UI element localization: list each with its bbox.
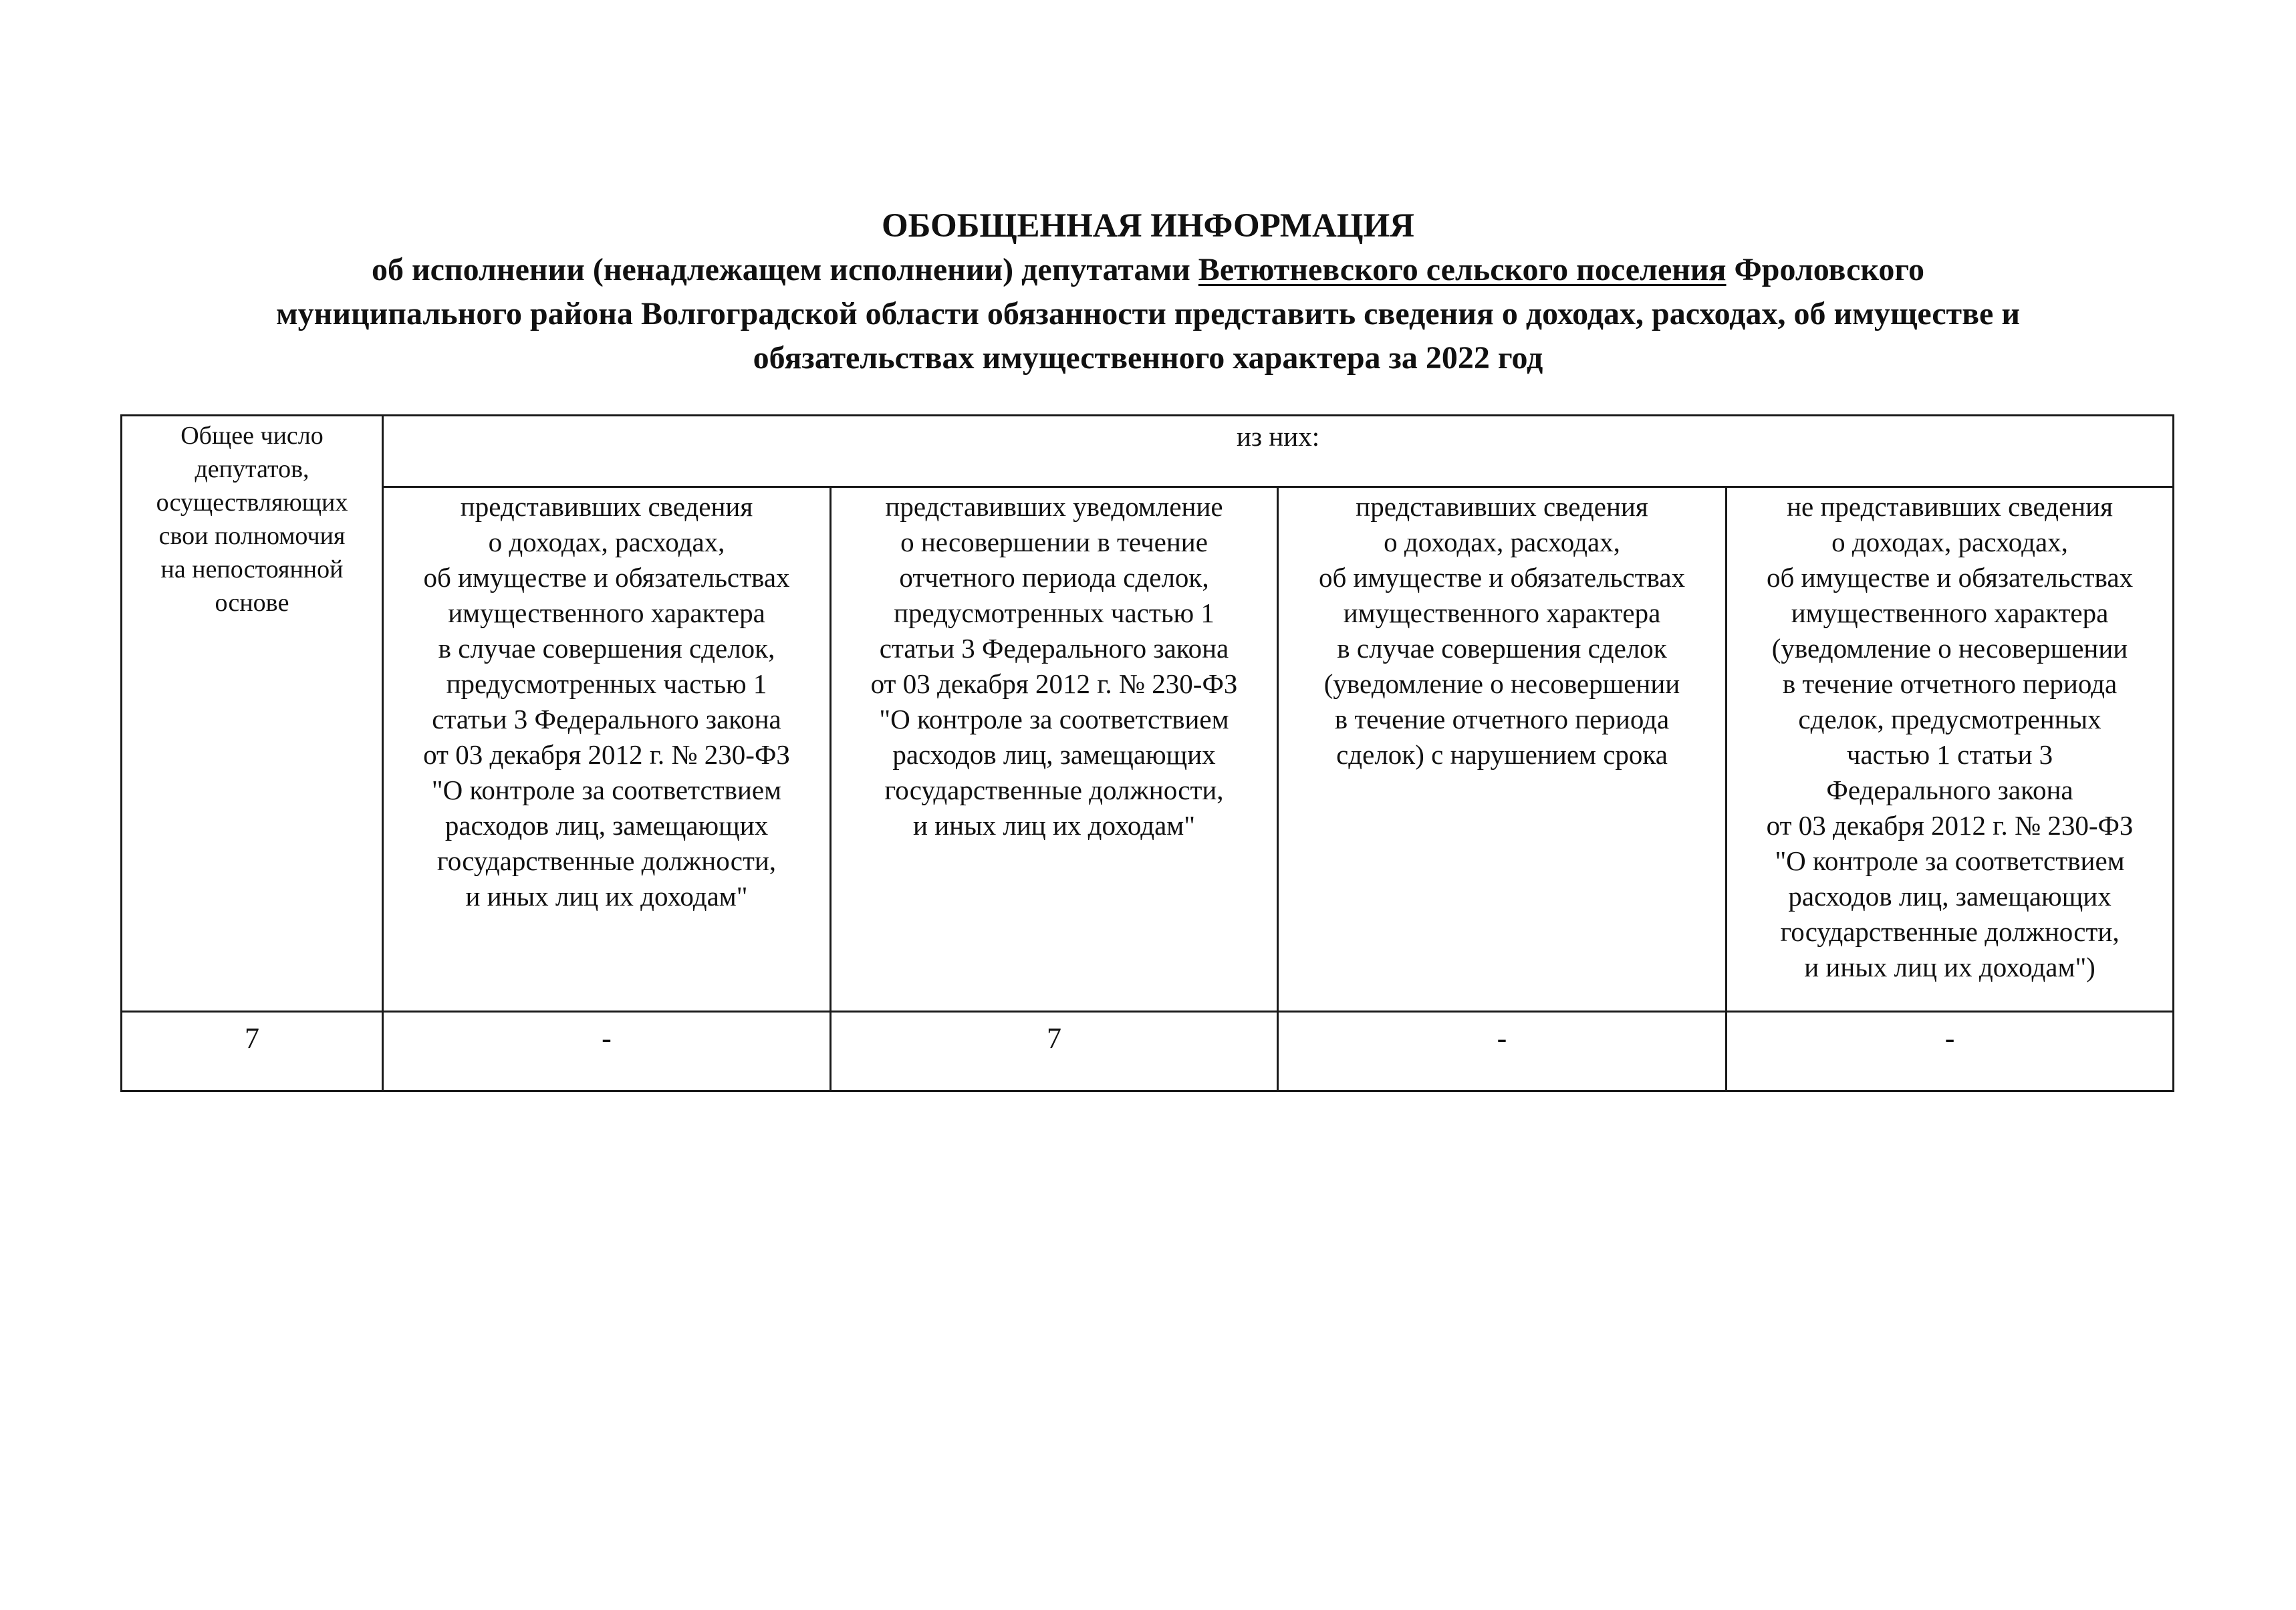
subtitle-text-start: об исполнении (ненадлежащем исполнении) депутатами: [372, 252, 1198, 287]
submitted-info-value: -: [383, 1012, 831, 1091]
not-submitted-header: не представивших сведения о доходах, расходах, об имуществе и обязательствах имущественного характера (уведомление о несовершении в течение отчетного периода сделок, предусмотренных частью 1 статьи 3 Федерального закона от 03 декабря 2012 г. № 230-ФЗ "О контроле за соответствием расходов лиц, замещающих государственные должности, и иных лиц их доходам"): [1727, 487, 2174, 1012]
of-them-header: из них:: [383, 416, 2174, 487]
deputies-declaration-table: [120, 414, 2174, 1092]
submitted-info-header: представивших сведения о доходах, расходах, об имуществе и обязательствах имущественного характера в случае совершения сделок, предусмотренных частью 1 статьи 3 Федерального закона от 03 декабря 2012 г. № 230-ФЗ "О контроле за соответствием расходов лиц, замещающих государственные должности, и иных лиц их доходам": [383, 487, 831, 1012]
table-subheader-row: [122, 487, 2174, 1012]
document-header: [0, 204, 2296, 380]
document-subtitle-line-3: обязательствах имущественного характера за 2022 год: [753, 340, 1543, 376]
table-row: [122, 1012, 2174, 1091]
submitted-notification-value: 7: [831, 1012, 1278, 1091]
document-subtitle-line-2: муниципального района Волгоградской области обязанности представить сведения о доходах, расходах, об имуществе и: [275, 296, 2021, 331]
total-deputies-header: Общее число депутатов, осуществляющих свои полномочия на непостоянной основe: [122, 416, 383, 1012]
not-submitted-value: -: [1727, 1012, 2174, 1091]
total-deputies-value: 7: [122, 1012, 383, 1091]
submitted-late-header: представивших сведения о доходах, расходах, об имуществе и обязательствах имущественного характера в случае совершения сделок (уведомление о несовершении в течение отчетного периода сделок) с нарушением срока: [1278, 487, 1727, 1012]
submitted-late-value: -: [1278, 1012, 1727, 1091]
table-header-row: [122, 416, 2174, 487]
document-title: ОБОБЩЕННАЯ ИНФОРМАЦИЯ: [882, 207, 1414, 245]
subtitle-text-end: Фроловского: [1726, 252, 1924, 287]
settlement-name: Ветютневского сельского поселения: [1198, 252, 1727, 287]
document-subtitle-line-1: [0, 248, 2296, 292]
submitted-notification-header: представивших уведомление о несовершении в течение отчетного периода сделок, предусмотренных частью 1 статьи 3 Федерального закона от 03 декабря 2012 г. № 230-ФЗ "О контроле за соответствием расходов лиц, замещающих государственные должности, и иных лиц их доходам": [831, 487, 1278, 1012]
